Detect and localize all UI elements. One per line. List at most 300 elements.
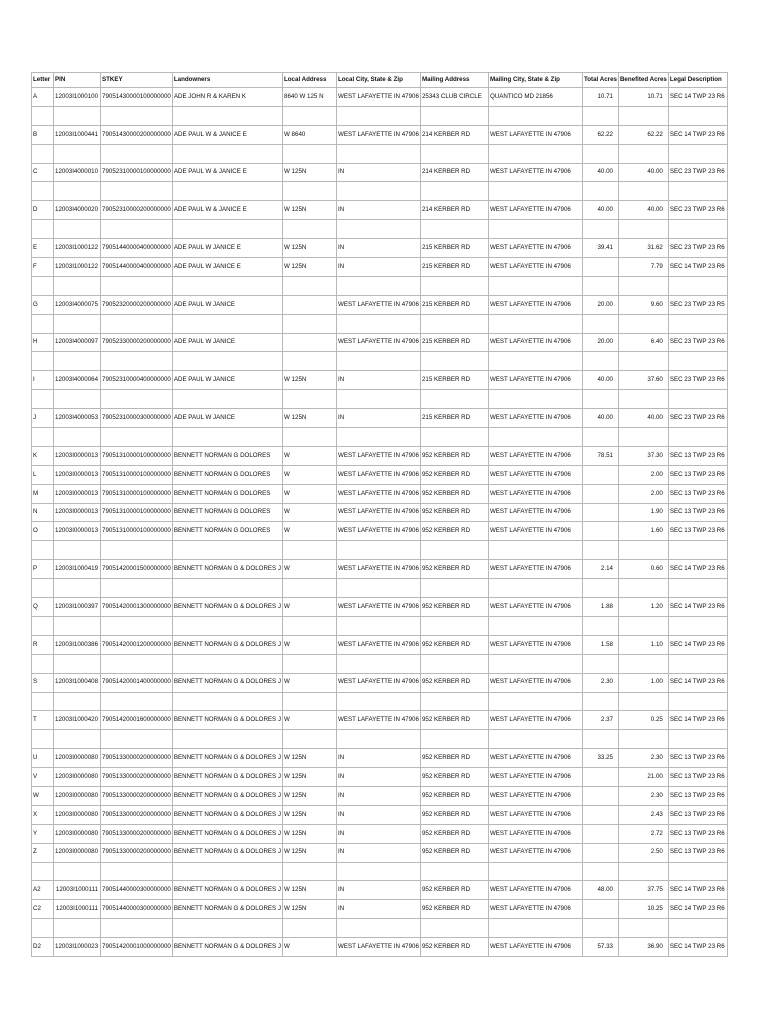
cell-stkey: 79051310000100000000	[101, 522, 173, 541]
cell-local-city-state-zip: IN	[337, 843, 421, 862]
cell-mailing-city-state-zip: WEST LAFAYETTE IN 47906	[488, 598, 582, 617]
cell-benefited-acres: 0.60	[618, 560, 668, 579]
cell-letter: F	[32, 258, 54, 277]
cell-legal-description: SEC 14 TWP 23 R6	[668, 258, 727, 277]
cell-mailing-city-state-zip: WEST LAFAYETTE IN 47906	[488, 881, 582, 900]
cell-local-city-state-zip	[337, 654, 421, 673]
cell-local-address: W	[283, 484, 337, 503]
cell-landowner: BENNETT NORMAN G & DOLORES J	[172, 843, 282, 862]
spacer-row	[32, 654, 728, 673]
cell-total-acres	[582, 258, 618, 277]
cell-total-acres	[582, 428, 618, 447]
cell-landowner	[172, 862, 282, 881]
cell-landowner	[172, 692, 282, 711]
cell-benefited-acres: 2.50	[618, 843, 668, 862]
cell-benefited-acres	[618, 390, 668, 409]
table-row	[32, 295, 728, 314]
spacer-row	[32, 182, 728, 201]
cell-mailing-city-state-zip: WEST LAFAYETTE IN 47906	[488, 484, 582, 503]
cell-letter	[32, 314, 54, 333]
cell-total-acres: 40.00	[582, 163, 618, 182]
spacer-row	[32, 616, 728, 635]
table-row	[32, 786, 728, 805]
cell-pin: 12003I1000408	[54, 673, 101, 692]
spacer-row	[32, 862, 728, 881]
cell-pin: 12003I0000080	[54, 805, 101, 824]
cell-benefited-acres	[618, 144, 668, 163]
spacer-row	[32, 919, 728, 938]
cell-total-acres	[582, 824, 618, 843]
cell-pin: 12003I4000075	[54, 295, 101, 314]
cell-mailing-city-state-zip: WEST LAFAYETTE IN 47906	[488, 938, 582, 957]
cell-stkey: 79052310000300000000	[101, 409, 173, 428]
cell-local-city-state-zip	[337, 220, 421, 239]
cell-pin: 12003I0000080	[54, 824, 101, 843]
cell-total-acres	[582, 786, 618, 805]
cell-total-acres	[582, 144, 618, 163]
cell-stkey: 79051330000200000000	[101, 749, 173, 768]
cell-total-acres: 33.25	[582, 749, 618, 768]
cell-legal-description: SEC 13 TWP 23 R6	[668, 843, 727, 862]
cell-mailing-address: 952 KERBER RD	[420, 598, 488, 617]
cell-mailing-address: 952 KERBER RD	[420, 711, 488, 730]
cell-mailing-city-state-zip: WEST LAFAYETTE IN 47906	[488, 824, 582, 843]
table-row	[32, 768, 728, 787]
cell-legal-description: SEC 14 TWP 23 R6	[668, 938, 727, 957]
cell-benefited-acres: 1.60	[618, 522, 668, 541]
table-row	[32, 900, 728, 919]
cell-local-address: W	[283, 560, 337, 579]
table-row	[32, 805, 728, 824]
cell-mailing-address	[420, 541, 488, 560]
cell-stkey: 79051420001000000000	[101, 938, 173, 957]
cell-local-address	[283, 333, 337, 352]
cell-mailing-city-state-zip	[488, 862, 582, 881]
cell-stkey	[101, 919, 173, 938]
cell-mailing-address: 952 KERBER RD	[420, 749, 488, 768]
cell-letter	[32, 182, 54, 201]
cell-local-city-state-zip	[337, 579, 421, 598]
cell-mailing-city-state-zip: WEST LAFAYETTE IN 47906	[488, 635, 582, 654]
cell-pin: 12003I1000420	[54, 711, 101, 730]
cell-local-address: W 125N	[283, 881, 337, 900]
cell-stkey: 79052310000100000000	[101, 163, 173, 182]
cell-local-address: W 125N	[283, 201, 337, 220]
cell-landowner	[172, 730, 282, 749]
cell-pin: 12003I1000386	[54, 635, 101, 654]
cell-total-acres	[582, 182, 618, 201]
cell-local-address: W	[283, 711, 337, 730]
cell-mailing-city-state-zip: WEST LAFAYETTE IN 47906	[488, 673, 582, 692]
cell-pin: 12003I1000111	[54, 900, 101, 919]
cell-mailing-city-state-zip	[488, 616, 582, 635]
cell-benefited-acres: 40.00	[618, 163, 668, 182]
cell-local-address	[283, 106, 337, 125]
cell-local-city-state-zip: WEST LAFAYETTE IN 47906	[337, 484, 421, 503]
cell-local-city-state-zip: IN	[337, 900, 421, 919]
cell-mailing-city-state-zip	[488, 541, 582, 560]
cell-local-address	[283, 428, 337, 447]
cell-benefited-acres	[618, 730, 668, 749]
header-total-acres: Total Acres	[582, 73, 618, 88]
cell-pin	[54, 730, 101, 749]
table-row	[32, 201, 728, 220]
cell-landowner: BENNETT NORMAN G & DOLORES J	[172, 635, 282, 654]
table-row	[32, 371, 728, 390]
cell-letter: N	[32, 503, 54, 522]
cell-letter	[32, 106, 54, 125]
cell-local-address	[283, 654, 337, 673]
cell-legal-description: SEC 14 TWP 23 R6	[668, 598, 727, 617]
cell-benefited-acres	[618, 314, 668, 333]
cell-letter: G	[32, 295, 54, 314]
cell-mailing-city-state-zip: WEST LAFAYETTE IN 47906	[488, 446, 582, 465]
cell-mailing-address: 215 KERBER RD	[420, 295, 488, 314]
cell-legal-description: SEC 23 TWP 23 R6	[668, 201, 727, 220]
cell-local-address	[283, 352, 337, 371]
cell-pin: 12003I1000397	[54, 598, 101, 617]
cell-landowner: BENNETT NORMAN G DOLORES	[172, 484, 282, 503]
cell-pin: 12003I0000013	[54, 503, 101, 522]
cell-mailing-address: 215 KERBER RD	[420, 239, 488, 258]
cell-stkey: 79051420001200000000	[101, 635, 173, 654]
spacer-row	[32, 314, 728, 333]
cell-letter	[32, 144, 54, 163]
cell-local-address: W	[283, 635, 337, 654]
cell-pin	[54, 919, 101, 938]
cell-mailing-address: 952 KERBER RD	[420, 673, 488, 692]
cell-benefited-acres: 2.00	[618, 465, 668, 484]
table-row	[32, 239, 728, 258]
cell-total-acres: 57.33	[582, 938, 618, 957]
cell-mailing-city-state-zip: WEST LAFAYETTE IN 47906	[488, 295, 582, 314]
cell-legal-description	[668, 730, 727, 749]
cell-local-address: W 125N	[283, 749, 337, 768]
cell-stkey: 79051440000300000000	[101, 881, 173, 900]
cell-stkey: 79051440000300000000	[101, 900, 173, 919]
cell-benefited-acres: 36.90	[618, 938, 668, 957]
cell-mailing-address: 952 KERBER RD	[420, 805, 488, 824]
table-row	[32, 88, 728, 107]
cell-letter	[32, 352, 54, 371]
cell-stkey: 79051440000400000000	[101, 258, 173, 277]
cell-legal-description	[668, 919, 727, 938]
cell-benefited-acres	[618, 616, 668, 635]
cell-local-city-state-zip	[337, 919, 421, 938]
cell-local-city-state-zip: WEST LAFAYETTE IN 47906	[337, 88, 421, 107]
cell-pin	[54, 220, 101, 239]
spacer-row	[32, 144, 728, 163]
cell-letter	[32, 390, 54, 409]
cell-legal-description: SEC 13 TWP 23 R6	[668, 522, 727, 541]
cell-mailing-city-state-zip	[488, 144, 582, 163]
cell-local-address: W 125N	[283, 805, 337, 824]
cell-landowner: ADE PAUL W JANICE	[172, 371, 282, 390]
cell-stkey: 79052330000200000000	[101, 333, 173, 352]
cell-local-city-state-zip: WEST LAFAYETTE IN 47906	[337, 465, 421, 484]
cell-stkey	[101, 220, 173, 239]
header-mailing-address: Mailing Address	[420, 73, 488, 88]
cell-local-city-state-zip	[337, 106, 421, 125]
cell-total-acres: 40.00	[582, 409, 618, 428]
cell-mailing-city-state-zip: WEST LAFAYETTE IN 47906	[488, 805, 582, 824]
cell-pin	[54, 314, 101, 333]
cell-mailing-address	[420, 428, 488, 447]
cell-letter: J	[32, 409, 54, 428]
cell-local-city-state-zip: IN	[337, 786, 421, 805]
spacer-row	[32, 428, 728, 447]
cell-local-address: 8640 W 125 N	[283, 88, 337, 107]
cell-benefited-acres: 1.10	[618, 635, 668, 654]
cell-mailing-address	[420, 106, 488, 125]
cell-letter: S	[32, 673, 54, 692]
cell-local-address	[283, 730, 337, 749]
cell-pin: 12003I0000013	[54, 522, 101, 541]
cell-mailing-city-state-zip	[488, 106, 582, 125]
cell-local-city-state-zip: WEST LAFAYETTE IN 47906	[337, 560, 421, 579]
cell-stkey: 79051430000200000000	[101, 125, 173, 144]
cell-pin: 12003I0000013	[54, 484, 101, 503]
table-row	[32, 409, 728, 428]
cell-mailing-address	[420, 182, 488, 201]
cell-benefited-acres: 40.00	[618, 409, 668, 428]
cell-legal-description: SEC 14 TWP 23 R6	[668, 125, 727, 144]
cell-mailing-city-state-zip	[488, 390, 582, 409]
cell-benefited-acres	[618, 352, 668, 371]
cell-mailing-address: 952 KERBER RD	[420, 503, 488, 522]
cell-legal-description: SEC 13 TWP 23 R6	[668, 465, 727, 484]
cell-mailing-city-state-zip: WEST LAFAYETTE IN 47906	[488, 201, 582, 220]
cell-landowner	[172, 106, 282, 125]
header-benefited-acres: Benefited Acres	[618, 73, 668, 88]
cell-pin: 12003I1000111	[54, 881, 101, 900]
cell-pin: 12003I4000064	[54, 371, 101, 390]
cell-legal-description	[668, 182, 727, 201]
cell-pin: 12003I0000080	[54, 749, 101, 768]
cell-local-city-state-zip: IN	[337, 805, 421, 824]
cell-pin: 12003I1000122	[54, 239, 101, 258]
cell-mailing-city-state-zip	[488, 730, 582, 749]
cell-pin: 12003I0000013	[54, 465, 101, 484]
cell-landowner	[172, 314, 282, 333]
cell-mailing-city-state-zip: WEST LAFAYETTE IN 47906	[488, 409, 582, 428]
cell-stkey: 79051310000100000000	[101, 446, 173, 465]
cell-legal-description: SEC 13 TWP 23 R6	[668, 786, 727, 805]
cell-local-address: W 125N	[283, 409, 337, 428]
spacer-row	[32, 541, 728, 560]
cell-landowner: BENNETT NORMAN G & DOLORES J	[172, 938, 282, 957]
cell-local-address: W	[283, 446, 337, 465]
cell-legal-description: SEC 14 TWP 23 R6	[668, 88, 727, 107]
cell-mailing-city-state-zip: WEST LAFAYETTE IN 47906	[488, 465, 582, 484]
cell-letter	[32, 579, 54, 598]
cell-total-acres: 40.00	[582, 371, 618, 390]
cell-landowner: BENNETT NORMAN G & DOLORES J	[172, 786, 282, 805]
cell-local-city-state-zip: IN	[337, 371, 421, 390]
cell-legal-description: SEC 23 TWP 23 R6	[668, 333, 727, 352]
cell-local-address	[283, 616, 337, 635]
table-row	[32, 938, 728, 957]
cell-benefited-acres	[618, 428, 668, 447]
cell-landowner	[172, 428, 282, 447]
cell-legal-description	[668, 654, 727, 673]
cell-pin: 12003I0000080	[54, 843, 101, 862]
cell-mailing-address: 952 KERBER RD	[420, 786, 488, 805]
cell-local-city-state-zip: WEST LAFAYETTE IN 47906	[337, 711, 421, 730]
cell-benefited-acres	[618, 276, 668, 295]
cell-legal-description: SEC 14 TWP 23 R6	[668, 560, 727, 579]
cell-mailing-city-state-zip: WEST LAFAYETTE IN 47906	[488, 768, 582, 787]
cell-local-city-state-zip: WEST LAFAYETTE IN 47906	[337, 673, 421, 692]
cell-letter	[32, 616, 54, 635]
cell-mailing-city-state-zip: WEST LAFAYETTE IN 47906	[488, 371, 582, 390]
cell-stkey	[101, 106, 173, 125]
cell-local-city-state-zip: WEST LAFAYETTE IN 47906	[337, 503, 421, 522]
cell-letter: E	[32, 239, 54, 258]
cell-benefited-acres: 7.79	[618, 258, 668, 277]
cell-landowner	[172, 144, 282, 163]
cell-mailing-address: 952 KERBER RD	[420, 938, 488, 957]
cell-landowner	[172, 541, 282, 560]
cell-letter: A2	[32, 881, 54, 900]
cell-benefited-acres: 2.72	[618, 824, 668, 843]
cell-local-city-state-zip: WEST LAFAYETTE IN 47906	[337, 522, 421, 541]
cell-total-acres: 39.41	[582, 239, 618, 258]
cell-local-address	[283, 390, 337, 409]
cell-landowner: ADE PAUL W JANICE	[172, 295, 282, 314]
cell-letter	[32, 862, 54, 881]
cell-landowner: BENNETT NORMAN G & DOLORES J	[172, 560, 282, 579]
cell-benefited-acres	[618, 182, 668, 201]
cell-local-address: W	[283, 503, 337, 522]
cell-legal-description: SEC 14 TWP 23 R6	[668, 635, 727, 654]
cell-benefited-acres: 2.00	[618, 484, 668, 503]
cell-local-address	[283, 144, 337, 163]
cell-local-address: W 125N	[283, 843, 337, 862]
cell-benefited-acres: 0.25	[618, 711, 668, 730]
cell-total-acres	[582, 730, 618, 749]
cell-stkey: 79051420001400000000	[101, 673, 173, 692]
cell-local-city-state-zip	[337, 730, 421, 749]
cell-letter: D2	[32, 938, 54, 957]
cell-local-address: W 125N	[283, 786, 337, 805]
cell-landowner: ADE PAUL W JANICE	[172, 409, 282, 428]
cell-landowner	[172, 182, 282, 201]
cell-landowner: BENNETT NORMAN G DOLORES	[172, 522, 282, 541]
cell-local-address	[283, 295, 337, 314]
cell-total-acres: 62.22	[582, 125, 618, 144]
cell-pin: 12003I0000013	[54, 446, 101, 465]
cell-local-city-state-zip	[337, 692, 421, 711]
cell-pin	[54, 654, 101, 673]
cell-total-acres	[582, 352, 618, 371]
cell-total-acres	[582, 106, 618, 125]
cell-mailing-address	[420, 730, 488, 749]
cell-legal-description: SEC 23 TWP 23 R6	[668, 371, 727, 390]
cell-local-address: W	[283, 673, 337, 692]
cell-mailing-address	[420, 919, 488, 938]
cell-stkey: 79051420001600000000	[101, 711, 173, 730]
cell-pin	[54, 182, 101, 201]
landowner-table	[31, 72, 728, 957]
cell-benefited-acres: 40.00	[618, 201, 668, 220]
cell-landowner	[172, 919, 282, 938]
cell-landowner: ADE PAUL W & JANICE E	[172, 125, 282, 144]
cell-total-acres	[582, 484, 618, 503]
cell-benefited-acres	[618, 541, 668, 560]
cell-total-acres	[582, 862, 618, 881]
cell-mailing-address	[420, 220, 488, 239]
cell-stkey: 79051420001300000000	[101, 598, 173, 617]
cell-local-city-state-zip: IN	[337, 201, 421, 220]
cell-stkey	[101, 616, 173, 635]
cell-letter	[32, 919, 54, 938]
cell-mailing-city-state-zip: WEST LAFAYETTE IN 47906	[488, 503, 582, 522]
cell-local-city-state-zip	[337, 182, 421, 201]
cell-mailing-address	[420, 862, 488, 881]
cell-stkey	[101, 276, 173, 295]
cell-pin	[54, 106, 101, 125]
cell-benefited-acres: 37.75	[618, 881, 668, 900]
cell-mailing-address: 952 KERBER RD	[420, 768, 488, 787]
cell-benefited-acres	[618, 579, 668, 598]
cell-benefited-acres: 37.30	[618, 446, 668, 465]
cell-mailing-address	[420, 144, 488, 163]
cell-letter: K	[32, 446, 54, 465]
cell-local-city-state-zip	[337, 314, 421, 333]
cell-total-acres: 1.58	[582, 635, 618, 654]
cell-stkey: 79051440000400000000	[101, 239, 173, 258]
cell-mailing-city-state-zip	[488, 352, 582, 371]
cell-pin	[54, 692, 101, 711]
cell-local-address: W	[283, 522, 337, 541]
cell-stkey	[101, 862, 173, 881]
cell-total-acres: 2.30	[582, 673, 618, 692]
cell-stkey	[101, 692, 173, 711]
cell-local-address	[283, 692, 337, 711]
cell-benefited-acres: 10.71	[618, 88, 668, 107]
cell-legal-description	[668, 541, 727, 560]
cell-legal-description: SEC 13 TWP 23 R6	[668, 805, 727, 824]
cell-letter: U	[32, 749, 54, 768]
cell-benefited-acres	[618, 106, 668, 125]
cell-landowner	[172, 390, 282, 409]
cell-local-city-state-zip: WEST LAFAYETTE IN 47906	[337, 446, 421, 465]
cell-benefited-acres: 31.62	[618, 239, 668, 258]
table-row	[32, 484, 728, 503]
cell-total-acres	[582, 692, 618, 711]
cell-stkey	[101, 541, 173, 560]
cell-legal-description	[668, 862, 727, 881]
table-row	[32, 598, 728, 617]
cell-local-address: W 125N	[283, 900, 337, 919]
cell-mailing-city-state-zip	[488, 220, 582, 239]
cell-benefited-acres: 2.43	[618, 805, 668, 824]
cell-mailing-address	[420, 616, 488, 635]
cell-local-city-state-zip: IN	[337, 163, 421, 182]
cell-local-city-state-zip	[337, 276, 421, 295]
cell-landowner	[172, 352, 282, 371]
cell-stkey	[101, 182, 173, 201]
cell-pin	[54, 862, 101, 881]
cell-pin: 12003I4000020	[54, 201, 101, 220]
cell-benefited-acres: 21.00	[618, 768, 668, 787]
spacer-row	[32, 579, 728, 598]
cell-local-city-state-zip	[337, 428, 421, 447]
cell-total-acres	[582, 768, 618, 787]
table-row	[32, 163, 728, 182]
cell-letter	[32, 220, 54, 239]
